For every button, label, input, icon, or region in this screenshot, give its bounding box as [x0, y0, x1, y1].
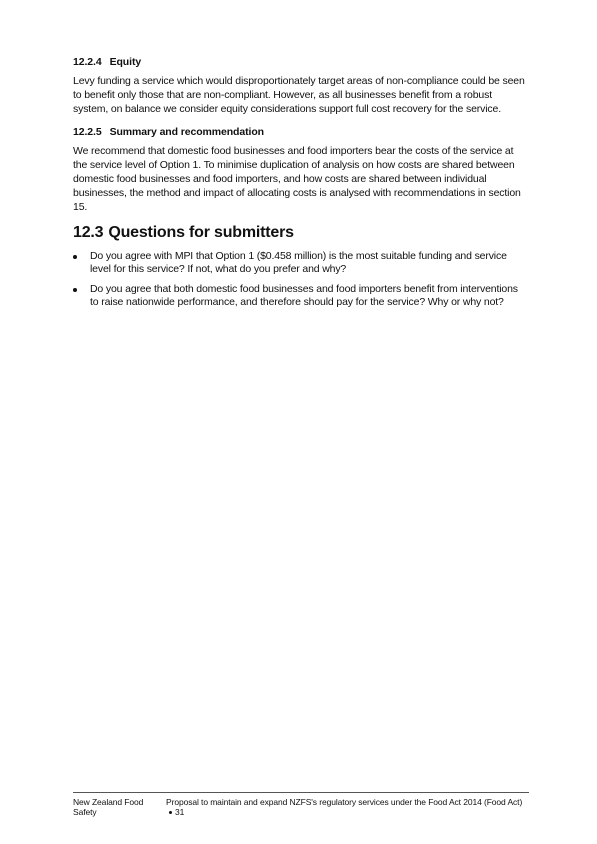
question-text: Do you agree that both domestic food businesses and food importers benefit from interventions to raise nationwide performance, and therefore should pay for the service? Why or why not? — [90, 283, 518, 308]
page-number: 31 — [175, 807, 185, 817]
heading-summary — [73, 126, 529, 138]
footer-title-text: Proposal to maintain and expand NZFS's regulatory services under the Food Act 2014 (Food Act) — [166, 797, 523, 807]
footer-organisation: New Zealand Food Safety — [73, 797, 144, 817]
bullet-icon — [169, 811, 172, 814]
list-item — [73, 283, 529, 309]
heading-questions-number: 12.3 — [73, 224, 104, 241]
document-body — [73, 56, 529, 316]
heading-equity — [73, 56, 529, 68]
paragraph-summary: We recommend that domestic food businesses and food importers bear the costs of the service at the service level of Option 1. To minimise duplication of analysis on how costs are shared between domestic food businesses and food importers, and how costs are shared between individual businesses, the method and impact of allocating costs is analysed with recommendations in section 15. — [73, 145, 521, 213]
heading-questions — [73, 224, 529, 242]
page-footer — [73, 792, 529, 817]
bullet-icon — [73, 255, 77, 259]
heading-questions-title: Questions for submitters — [108, 224, 294, 241]
heading-equity-number: 12.2.4 — [73, 56, 102, 68]
paragraph-equity: Levy funding a service which would disproportionately target areas of non-compliance could be seen to benefit only those that are non-compliant. However, as all businesses benefit from a robust system, on balance we consider equity considerations support full cost recovery for the service. — [73, 75, 525, 115]
heading-equity-title: Equity — [109, 56, 142, 68]
questions-list — [73, 250, 529, 309]
heading-summary-number: 12.2.5 — [73, 126, 102, 138]
heading-summary-title: Summary and recommendation — [109, 126, 264, 138]
footer-document-title — [166, 797, 529, 817]
question-text: Do you agree with MPI that Option 1 ($0.458 million) is the most suitable funding and service level for this service? If not, what do you prefer and why? — [90, 250, 507, 275]
bullet-icon — [73, 288, 77, 292]
list-item — [73, 250, 529, 276]
